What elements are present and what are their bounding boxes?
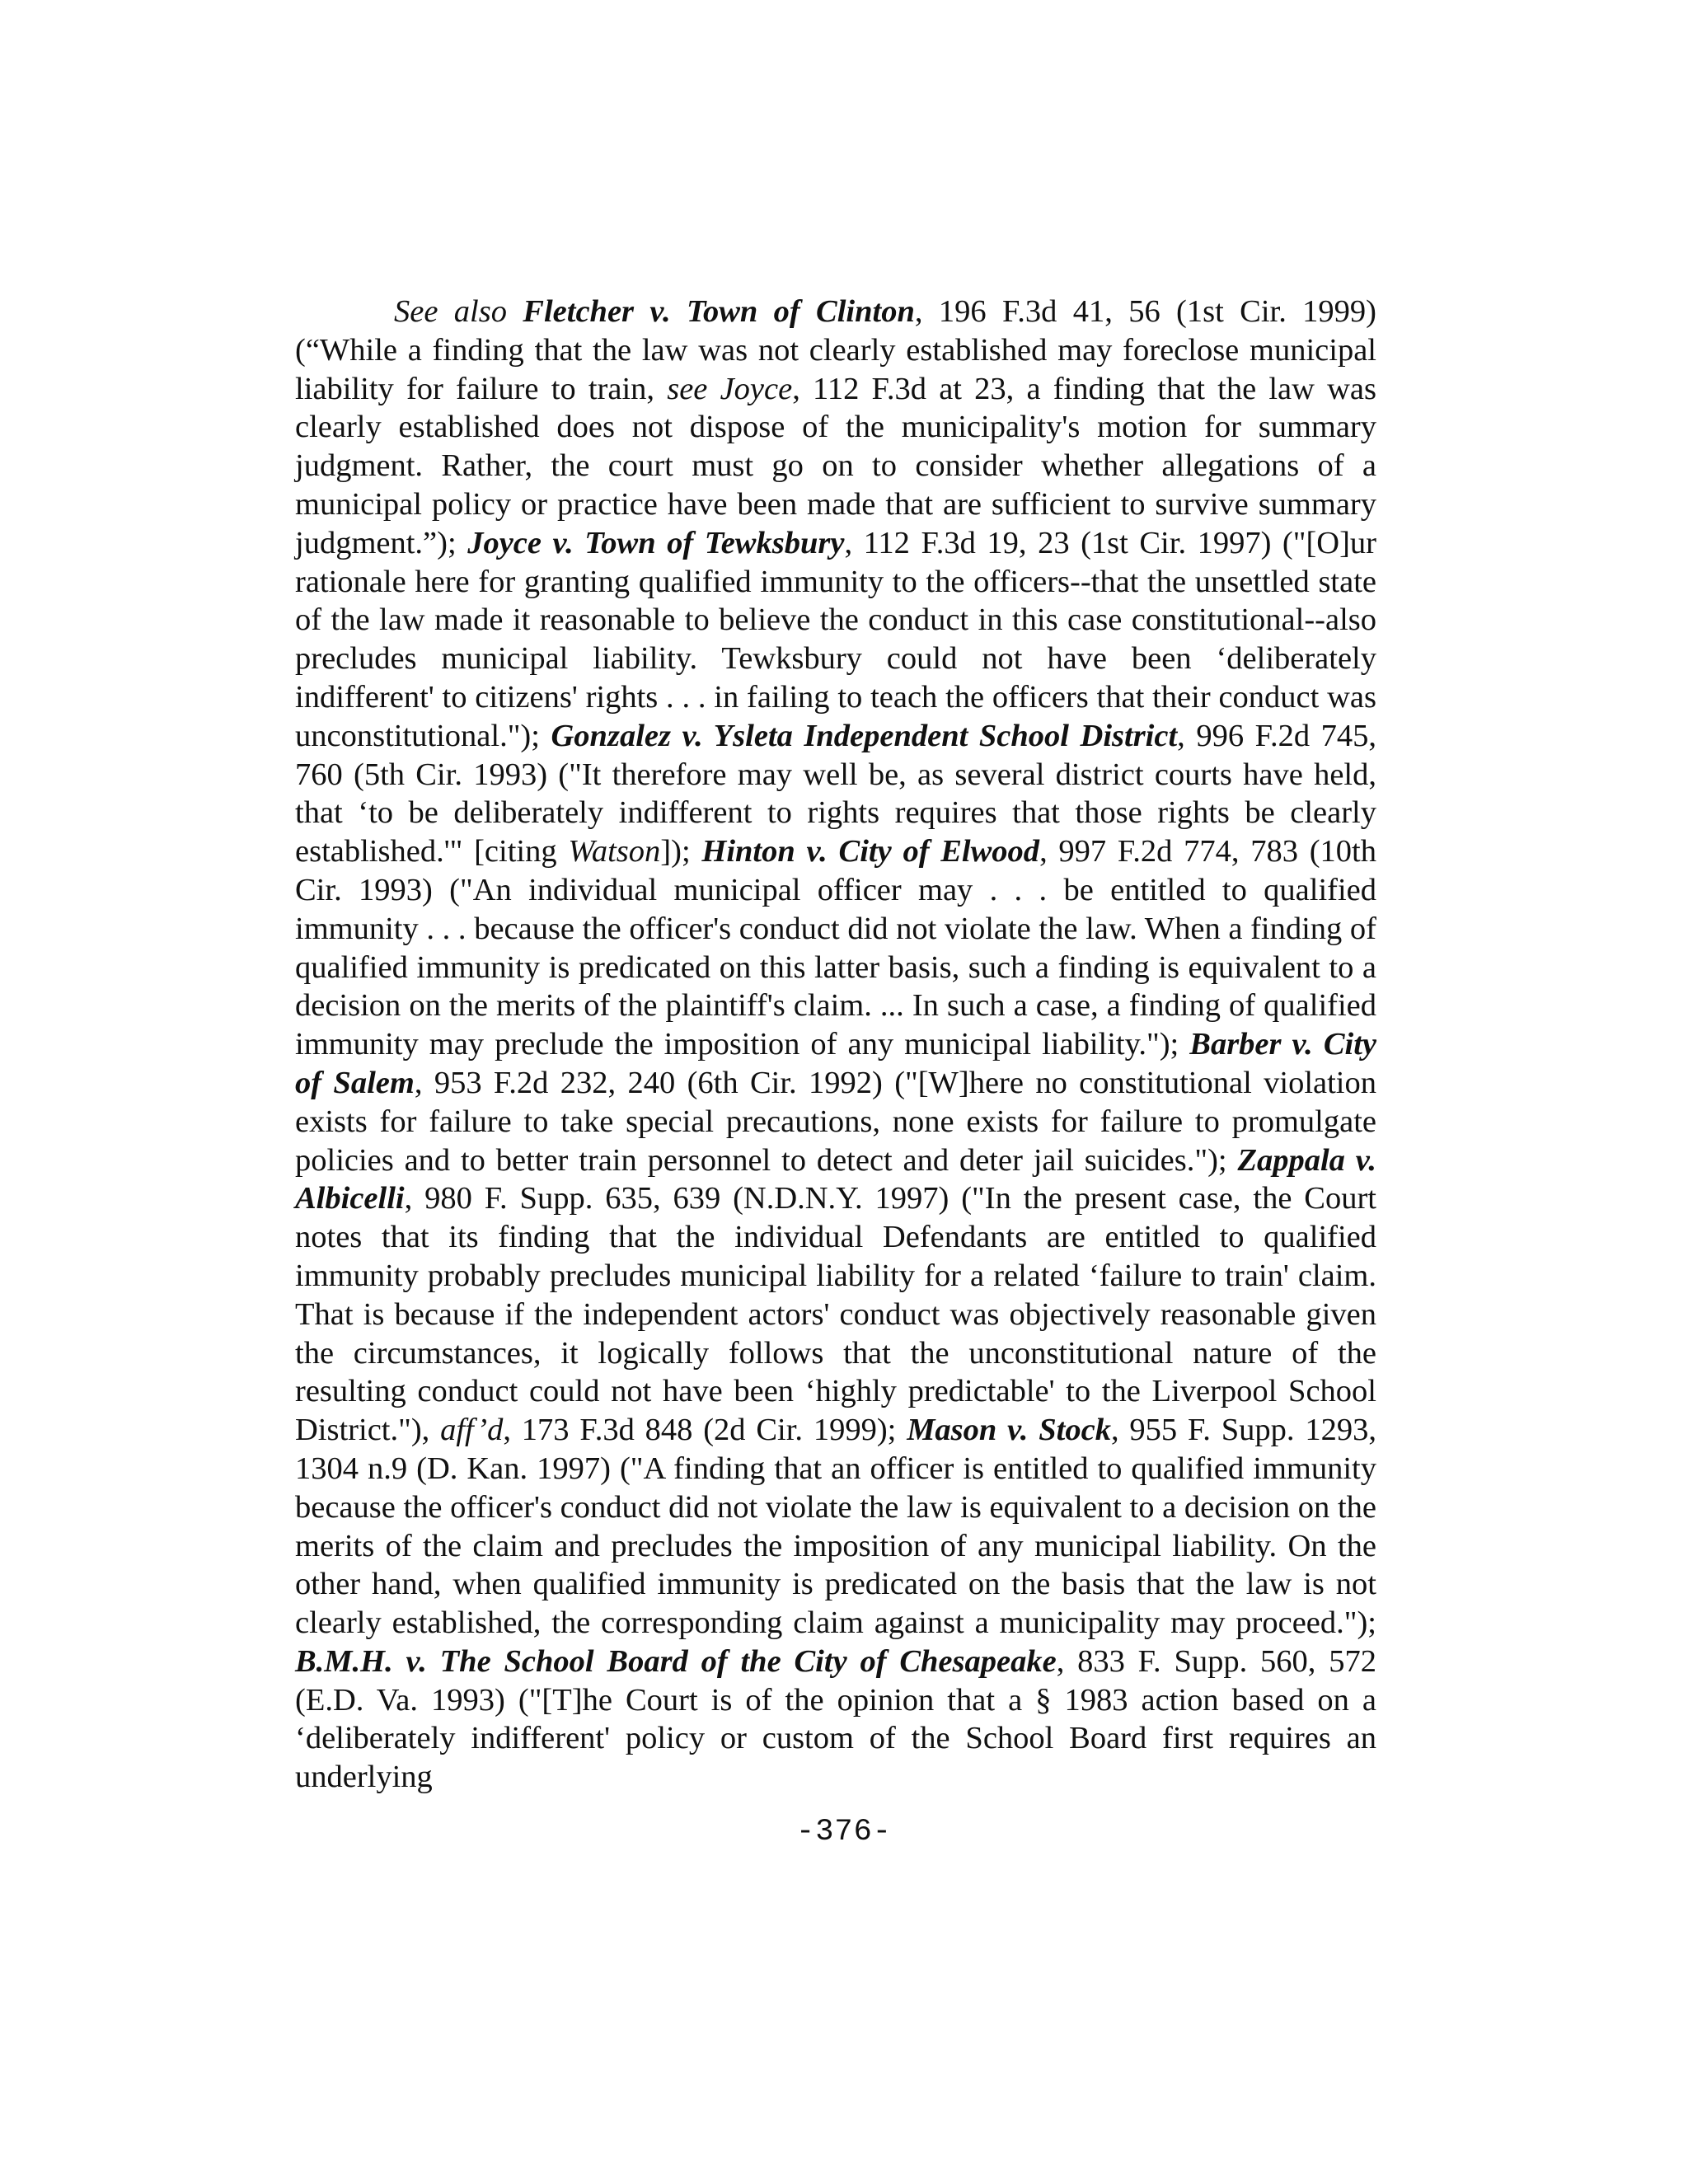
text-run: , 196 F.3d 41, 56 (1st Cir. 1999) (“While a finding that the law was not clearly established may foreclose municipal liability for failure to train, [295, 294, 1376, 406]
text-run [507, 294, 523, 329]
text-run: , 996 F.2d 745, 760 (5th Cir. 1993) ("It therefore may well be, as several district courts have held, that ‘to be deliberately indifferent to rights requires that those rights be clearly established.'" [citing [295, 718, 1376, 869]
text-run: , 173 F.3d 848 (2d Cir. 1999); [503, 1413, 907, 1448]
case-name: Gonzalez v. Ysleta Independent School District [551, 718, 1178, 753]
text-run: , 953 F.2d 232, 240 (6th Cir. 1992) ("[W]here no constitutional violation exists for failure to take special precautions, none exists for failure to promulgate policies and to better train personnel to detect and deter jail suicides."); [295, 1065, 1376, 1178]
body-paragraph [295, 293, 1376, 1797]
italic-citation: aff’d [440, 1413, 504, 1448]
case-name: Barber v. City of Salem [295, 1027, 1376, 1100]
italic-citation: Watson [568, 834, 661, 869]
text-run: , 833 F. Supp. 560, 572 (E.D. Va. 1993) ("[T]he Court is of the opinion that a § 1983 action based on a ‘deliberately indifferent' policy or custom of the School Board first requires an underlying [295, 1643, 1376, 1795]
text-run: , 112 F.3d 19, 23 (1st Cir. 1997) ("[O]ur rationale here for granting qualified immunity to the officers--that the unsettled state of the law made it reasonable to believe the conduct in this case constitutional--also precludes municipal liability. Tewksbury could not have been ‘deliberately indifferent' to citizens' rights . . . in failing to teach the officers that their conduct was unconstitutional."); [295, 525, 1376, 753]
text-run: , 955 F. Supp. 1293, 1304 n.9 (D. Kan. 1997) ("A finding that an officer is entitled to qualified immunity because the officer's conduct did not violate the law is equivalent to a decision on the merits of the claim and precludes the imposition of any municipal liability. On the other hand, when qualified immunity is predicated on the basis that the law is not clearly established, the corresponding claim against a municipality may proceed."); [295, 1413, 1376, 1641]
case-name: Mason v. Stock [907, 1413, 1111, 1448]
case-name: Zappala v. Albicelli [295, 1142, 1377, 1216]
case-name: B.M.H. v. The School Board of the City of Chesapeake [295, 1643, 1057, 1679]
case-name: Fletcher v. Town of Clinton [523, 294, 915, 329]
case-name: Hinton v. City of Elwood [701, 834, 1040, 869]
italic-citation: see Joyce [667, 371, 793, 406]
page-number: -376- [795, 1815, 893, 1849]
text-run: , 980 F. Supp. 635, 639 (N.D.N.Y. 1997) ("In the present case, the Court notes that its finding that the individual Defendants are entitled to qualified immunity probably precludes municipal liability for a related ‘failure to train' claim. That is because if the independent actors' conduct was objectively reasonable given the circumstances, it logically follows that the unconstitutional nature of the resulting conduct could not have been ‘highly predictable' to the Liverpool School District."), [295, 1181, 1376, 1448]
signal-see-also: See also [394, 294, 507, 329]
text-run: ]); [660, 834, 702, 869]
text-run: , 997 F.2d 774, 783 (10th Cir. 1993) ("An individual municipal officer may . . . be entitled to qualified immunity . . . because the officer's conduct did not violate the law. When a finding of qualified immunity is predicated on this latter basis, such a finding is equivalent to a decision on the merits of the plaintiff's claim. ... In such a case, a finding of qualified immunity may preclude the imposition of any municipal liability."); [295, 834, 1376, 1062]
case-name: Joyce v. Town of Tewksbury [467, 525, 845, 560]
text-run: , 112 F.3d at 23, a finding that the law was clearly established does not dispose of the municipality's motion for summary judgment. Rather, the court must go on to consider whether allegations of a municipal policy or practice have been made that are sufficient to survive summary judgment.”); [295, 371, 1377, 560]
